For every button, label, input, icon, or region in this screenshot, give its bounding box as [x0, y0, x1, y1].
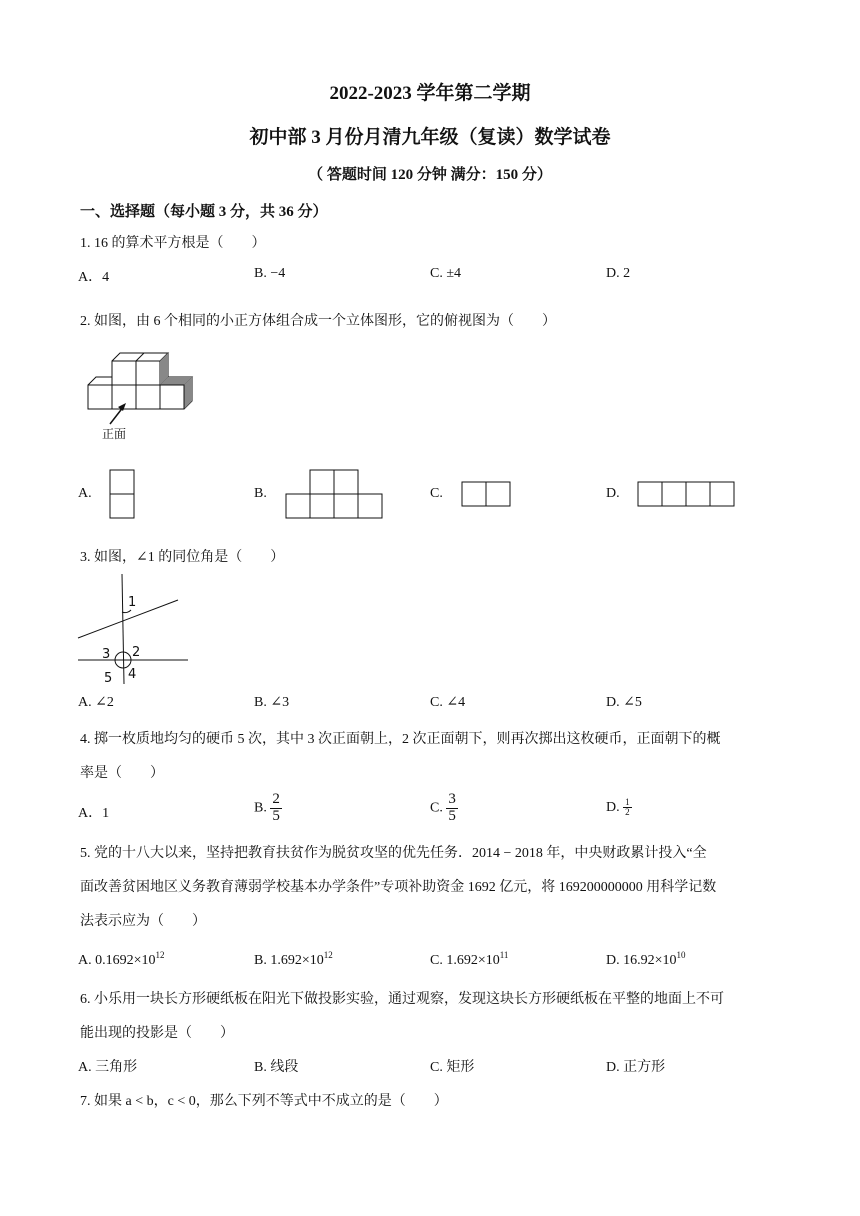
q5-option-a-exponent: 12 — [155, 950, 165, 960]
q2-option-d-figure — [636, 480, 738, 510]
q4-option-b-label: B. — [254, 800, 267, 816]
q2-option-b: B. — [254, 486, 267, 501]
question-4-line-1: 4. 掷一枚质地均匀的硬币 5 次，其中 3 次正面朝上，2 次正面朝下，则再次掷出这枚硬币，正面朝下的概 — [80, 732, 721, 747]
q5-option-c-exponent: 11 — [499, 950, 509, 960]
q3-option-d: D. ∠5 — [606, 695, 642, 710]
q5-option-a-base: A. 0.1692×10 — [78, 953, 156, 968]
question-6-line-1: 6. 小乐用一块长方形硬纸板在阳光下做投影实验，通过观察，发现这块长方形硬纸板在平整的地面上不可 — [80, 992, 724, 1007]
angle-label-5: 5 — [104, 671, 113, 686]
q4-option-c — [430, 792, 458, 825]
q6-option-d: D. 正方形 — [606, 1060, 666, 1075]
q5-option-b-base: B. 1.692×10 — [254, 953, 324, 968]
question-3-text: 3. 如图，∠1 的同位角是（ ） — [80, 550, 285, 565]
q5-option-a — [78, 950, 165, 969]
exam-title: 初中部 3 月份月清九年级（复读）数学试卷 — [249, 127, 611, 148]
q5-option-b — [254, 950, 333, 969]
fraction-denominator: 5 — [272, 807, 280, 824]
q5-option-d-exponent: 10 — [676, 950, 686, 960]
q5-option-d-base: D. 16.92×10 — [606, 953, 677, 968]
question-7-text: 7. 如果 a < b，c < 0，那么下列不等式中不成立的是（ ） — [80, 1094, 448, 1109]
question-1-text: 1. 16 的算术平方根是（ ） — [80, 236, 266, 251]
q4-option-a: A．1 — [78, 806, 110, 821]
q3-option-b: B. ∠3 — [254, 695, 290, 710]
q2-option-d: D. — [606, 486, 620, 501]
q2-option-a-figure — [108, 468, 138, 520]
angle-label-4: 4 — [128, 667, 137, 682]
q6-option-a: A. 三角形 — [78, 1060, 138, 1075]
section-title: 一、选择题（每小题 3 分，共 36 分） — [80, 204, 328, 220]
q4-option-c-label: C. — [430, 800, 443, 816]
q1-option-a: A．4 — [78, 270, 110, 285]
fraction-numerator: 1 — [625, 797, 630, 807]
q6-option-b: B. 线段 — [254, 1060, 299, 1075]
q1-option-c: C. ±4 — [430, 266, 462, 281]
question-6-line-2: 能出现的投影是（ ） — [80, 1026, 234, 1041]
exam-term-title: 2022-2023 学年第二学期 — [329, 83, 531, 104]
q1-option-b: B. −4 — [254, 266, 286, 281]
angle-label-2: 2 — [132, 645, 141, 660]
fraction-numerator: 3 — [448, 791, 456, 807]
q2-option-a: A. — [78, 486, 92, 501]
question-5-line-2: 面改善贫困地区义务教育薄弱学校基本办学条件”专项补助资金 1692 亿元，将 169200000000 用科学记数 — [80, 880, 717, 895]
fraction-denominator: 2 — [625, 807, 630, 818]
front-label: 正面 — [102, 427, 127, 441]
q1-option-d: D. 2 — [606, 266, 631, 281]
question-5-line-1: 5. 党的十八大以来，坚持把教育扶贫作为脱贫攻坚的优先任务．2014 − 2018 年，中央财政累计投入“全 — [80, 846, 707, 861]
q5-option-c — [430, 950, 508, 969]
q4-option-b-fraction — [270, 792, 282, 825]
exam-time-score: （ 答题时间 120 分钟 满分：150 分） — [308, 167, 552, 183]
fraction-numerator: 2 — [272, 791, 280, 807]
q2-option-b-figure — [284, 468, 386, 520]
q3-option-a: A. ∠2 — [78, 695, 114, 710]
q2-option-c-figure — [460, 480, 514, 510]
q2-option-c: C. — [430, 486, 443, 501]
q4-option-d-fraction — [623, 798, 632, 818]
q3-angle-figure — [76, 572, 192, 688]
angle-label-1: 1 — [128, 595, 137, 610]
q5-option-c-base: C. 1.692×10 — [430, 953, 500, 968]
q4-option-b — [254, 792, 282, 825]
q4-option-d — [606, 798, 632, 818]
question-5-line-3: 法表示应为（ ） — [80, 914, 206, 929]
q4-option-c-fraction — [446, 792, 458, 825]
fraction-denominator: 5 — [448, 807, 456, 824]
q5-option-b-exponent: 12 — [323, 950, 333, 960]
angle-label-3: 3 — [102, 647, 111, 662]
q2-cube-figure — [80, 346, 200, 446]
question-2-text: 2. 如图，由 6 个相同的小正方体组合成一个立体图形，它的俯视图为（ ） — [80, 314, 556, 329]
question-4-line-2: 率是（ ） — [80, 766, 164, 781]
q5-option-d — [606, 950, 686, 969]
q3-option-c: C. ∠4 — [430, 695, 466, 710]
q4-option-d-label: D. — [606, 799, 620, 815]
q6-option-c: C. 矩形 — [430, 1060, 475, 1075]
